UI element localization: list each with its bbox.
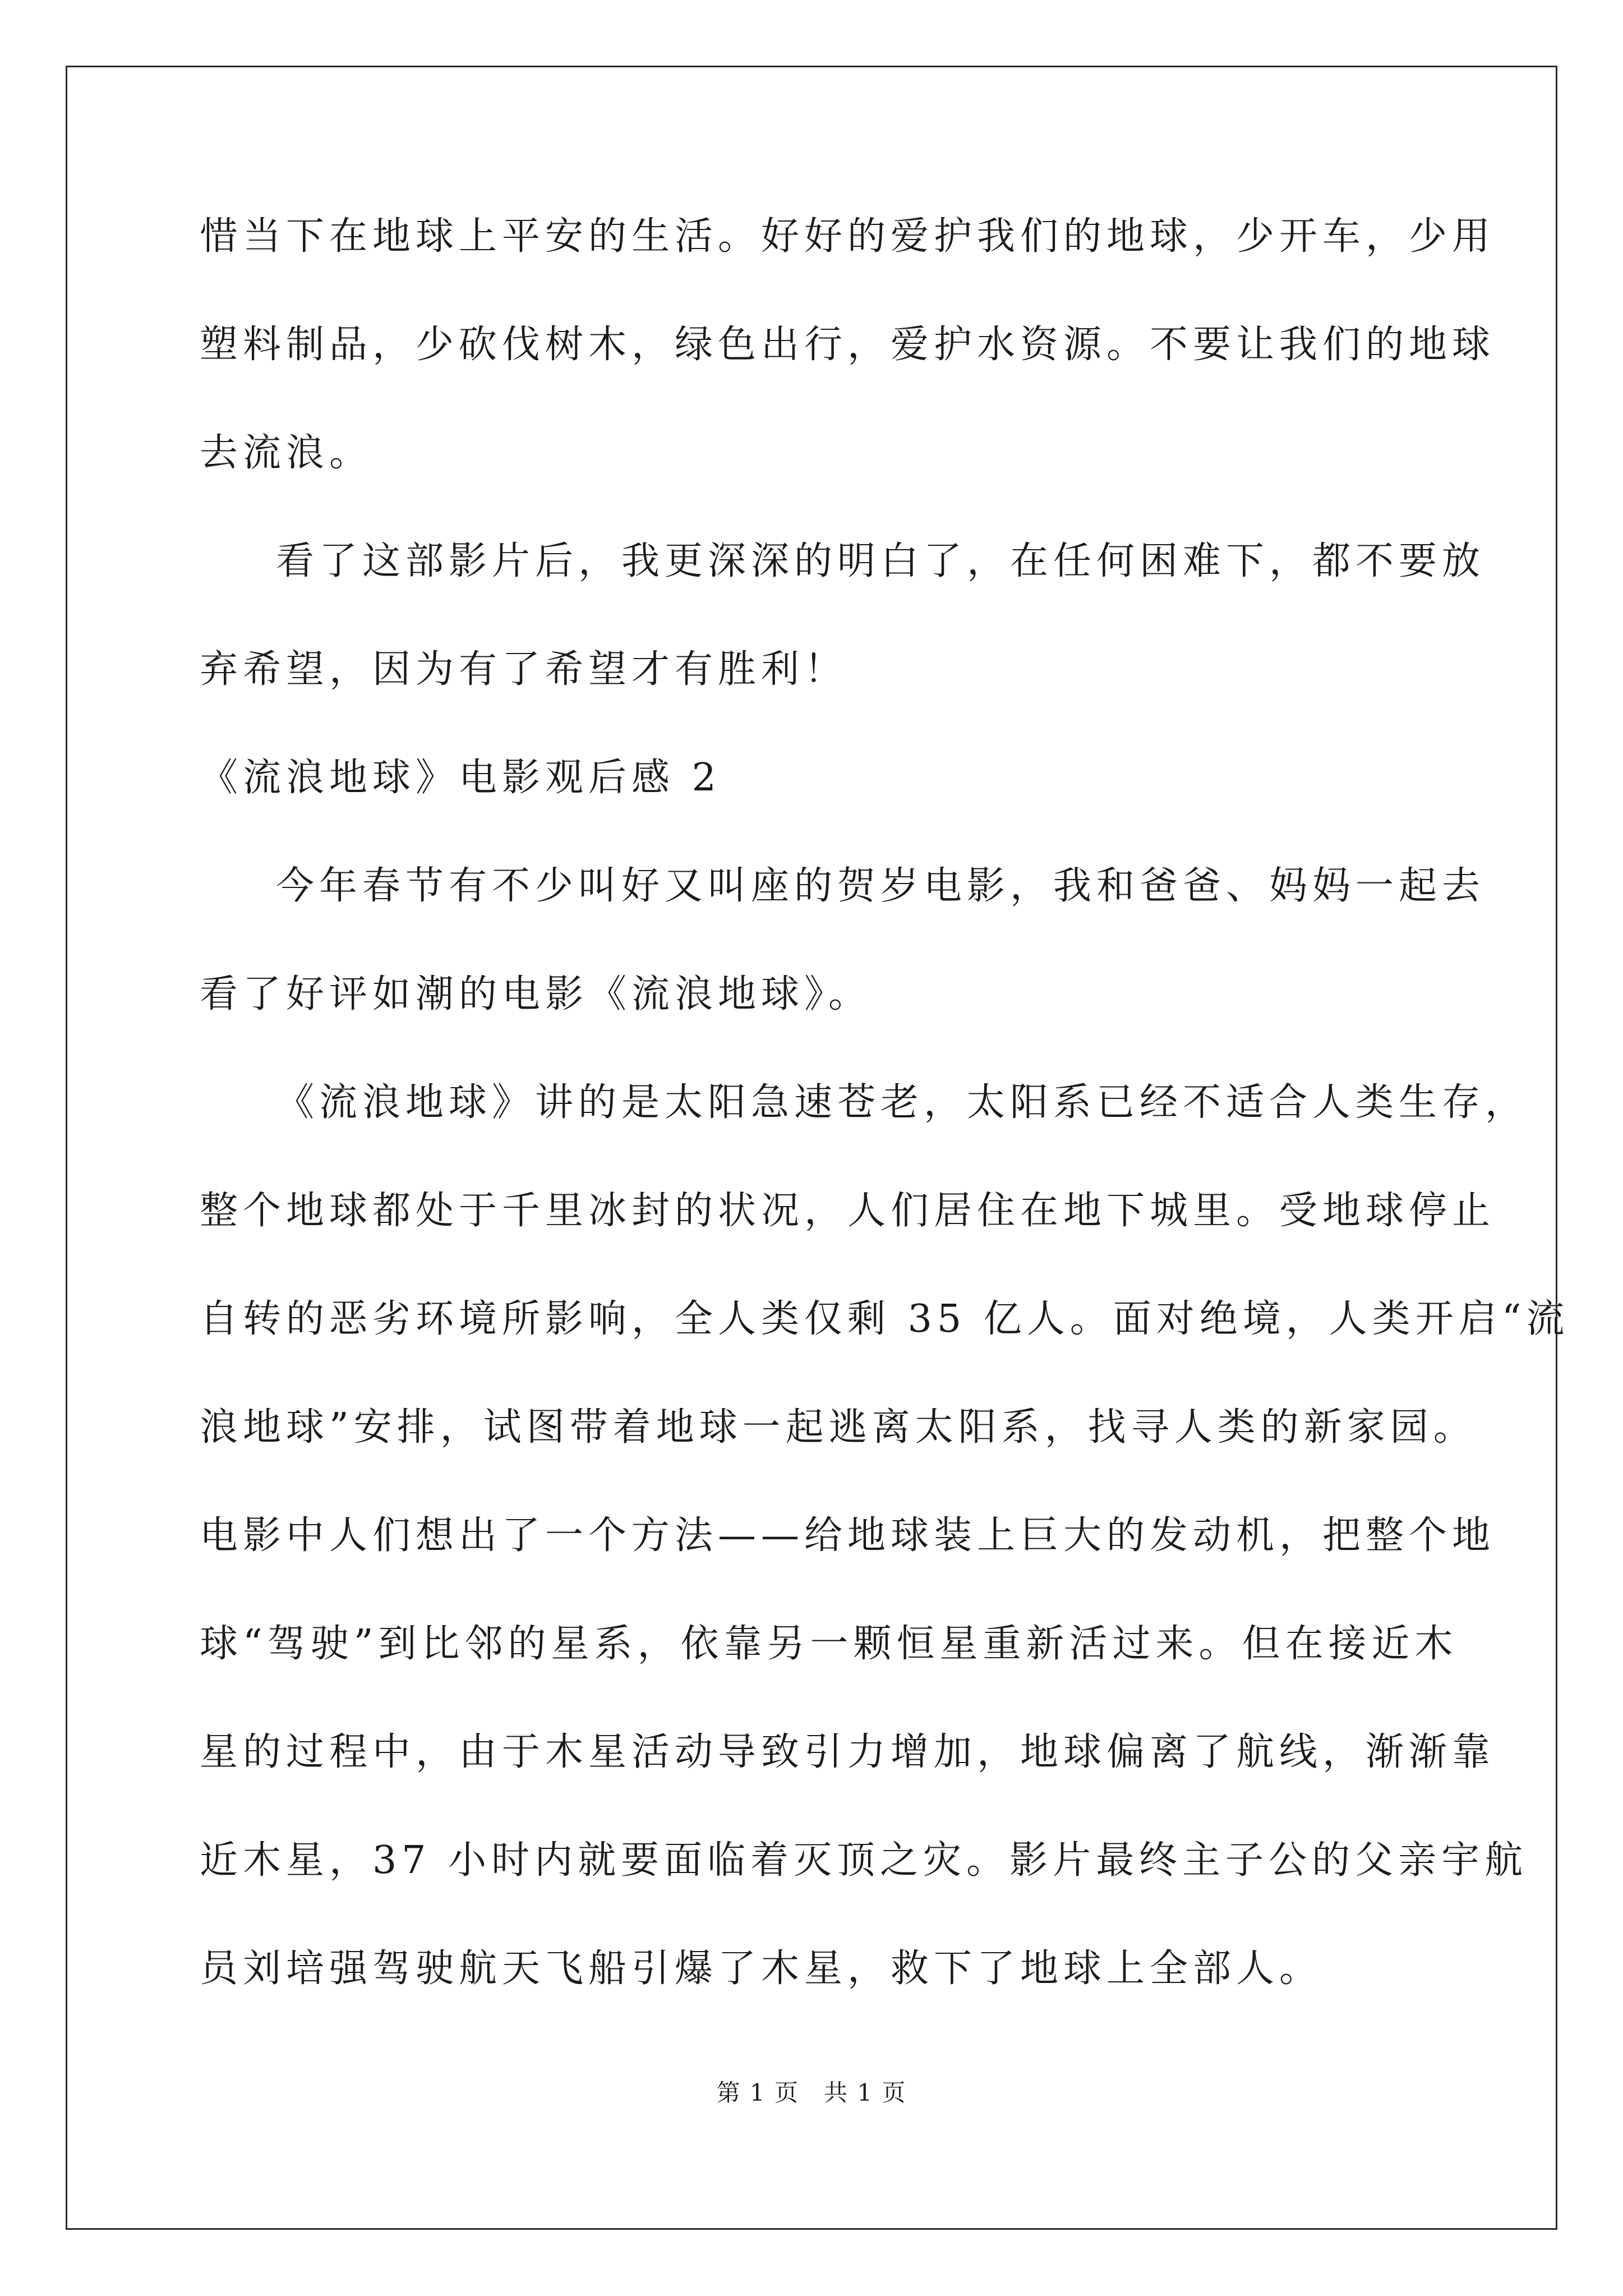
text-line: 看了好评如潮的电影《流浪地球》。 (200, 972, 872, 1016)
text-line: 球“驾驶”到比邻的星系，依靠另一颗恒星重新活过来。但在接近木 (200, 1622, 1458, 1666)
section-heading: 《流浪地球》电影观后感 2 (200, 756, 721, 800)
page-footer (0, 2078, 1623, 2108)
text-line: 弃希望，因为有了希望才有胜利！ (200, 647, 848, 692)
text-line: 《流浪地球》讲的是太阳急速苍老，太阳系已经不适合人类生存， (276, 1080, 1529, 1125)
page-number: 第 1 页 (716, 2079, 799, 2106)
text-line: 电影中人们想出了一个方法——给地球装上巨大的发动机，把整个地 (200, 1513, 1496, 1558)
text-line: 整个地球都处于千里冰封的状况，人们居住在地下城里。受地球停止 (200, 1189, 1496, 1233)
text-line: 看了这部影片后，我更深深的明白了，在任何困难下，都不要放 (276, 539, 1486, 583)
text-line: 去流浪。 (200, 431, 373, 475)
document-body (200, 211, 1570, 1995)
text-line: 塑料制品，少砍伐树木，绿色出行，爱护水资源。不要让我们的地球 (200, 323, 1496, 367)
text-line: 浪地球”安排，试图带着地球一起逃离太阳系，找寻人类的新家园。 (200, 1405, 1477, 1450)
text-line: 今年春节有不少叫好又叫座的贺岁电影，我和爸爸、妈妈一起去 (276, 864, 1486, 908)
page-total: 共 1 页 (824, 2079, 907, 2106)
text-line: 自转的恶劣环境所影响，全人类仅剩 35 亿人。面对绝境，人类开启“流 (200, 1297, 1570, 1341)
text-line: 惜当下在地球上平安的生活。好好的爱护我们的地球，少开车，少用 (200, 214, 1496, 259)
text-line: 员刘培强驾驶航天飞船引爆了木星，救下了地球上全部人。 (200, 1947, 1323, 1991)
text-line: 近木星，37 小时内就要面临着灭顶之灾。影片最终主子公的父亲宇航 (200, 1838, 1528, 1883)
text-line: 星的过程中，由于木星活动导致引力增加，地球偏离了航线，渐渐靠 (200, 1730, 1496, 1774)
